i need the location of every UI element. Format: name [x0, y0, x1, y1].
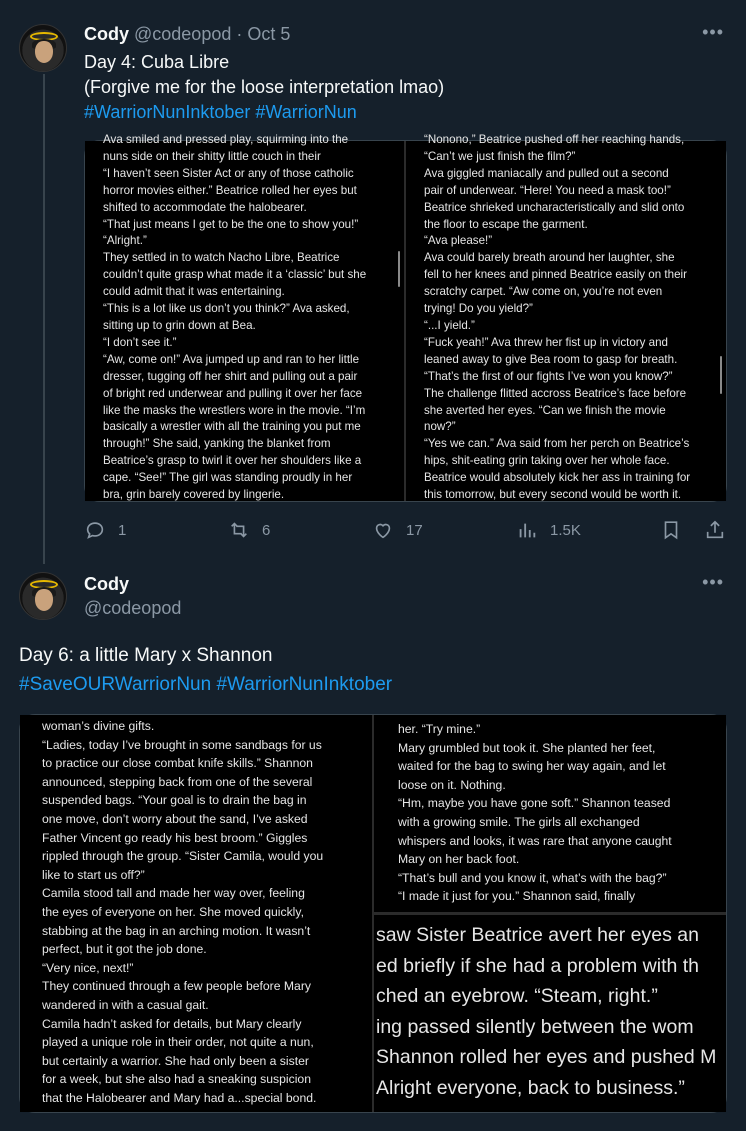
- avatar-face: [35, 589, 53, 611]
- story-line: hips, shit-eating grin taking over her whole face.: [424, 454, 670, 468]
- author-name[interactable]: Cody: [84, 574, 129, 594]
- story-line: “That’s bull and you know it, what’s with the bag?”: [398, 870, 667, 885]
- like-icon: [372, 519, 394, 541]
- view-count: 1.5K: [550, 521, 581, 539]
- story-line: whispers and looks, it was rare that anyone caught: [398, 833, 672, 848]
- retweet-button[interactable]: [228, 519, 270, 541]
- author-handle[interactable]: @codeopod: [134, 24, 232, 44]
- story-line: cape. “See!” The girl was standing proudly in her: [103, 471, 353, 485]
- story-line: like the masks the wrestlers wore in the movie. “I’m: [103, 403, 366, 417]
- bookmark-button[interactable]: [660, 519, 682, 541]
- tweet2-header: [84, 572, 181, 620]
- story-line: but certainly a warrior. She had only been a sister: [42, 1053, 309, 1068]
- reply-icon: [84, 519, 106, 541]
- story-line: shifted to accommodate the halobearer.: [103, 200, 307, 214]
- story-line: now?”: [424, 420, 456, 434]
- story-line: “Hm, maybe you have gone soft.” Shannon teased: [398, 796, 671, 811]
- story-line: with a growing smile. The girls all exchanged: [398, 814, 640, 829]
- tweet-line: (Forgive me for the loose interpretation lmao): [84, 77, 445, 97]
- story-line: “This is a lot like us don’t you think?” Ava asked,: [103, 302, 350, 316]
- story-line: Ava giggled maniacally and pulled out a second: [424, 166, 669, 180]
- tweet2-text: [19, 641, 719, 699]
- story-line: one move, don’t worry about the sand, I’ve asked: [42, 811, 308, 826]
- story-line: could admit that it was entertaining.: [103, 285, 285, 299]
- story-line: the floor to escape the garment.: [424, 217, 588, 231]
- story-line: “Aw, come on!” Ava jumped up and ran to her little: [103, 352, 360, 366]
- story-line: They continued through a few people before Mary: [42, 979, 311, 994]
- story-line: “I haven’t seen Sister Act or any of those catholic: [103, 166, 354, 180]
- avatar[interactable]: [19, 572, 67, 620]
- story-line: ched an eyebrow. “Steam, right.”: [376, 985, 658, 1007]
- story-line: Mary on her back foot.: [398, 852, 520, 867]
- story-line: “Alright.”: [103, 234, 147, 248]
- tweet1-text: [84, 50, 724, 125]
- story-line: “Ava please!”: [424, 234, 493, 248]
- story-line: Camila hadn’t asked for details, but Mary clearly: [42, 1016, 302, 1031]
- story-line: Camila stood tall and made her way over, feeling: [42, 886, 305, 901]
- story-line: “Ladies, today I’ve brought in some sandbags for us: [42, 737, 322, 752]
- story-line: “Very nice, next!”: [42, 960, 134, 975]
- tweet1-actions: [84, 516, 728, 544]
- story-text: [103, 132, 386, 504]
- story-line: couldn’t quite grasp what made it a ‘classic’ but she: [103, 268, 367, 282]
- story-line: “That just means I get to be the one to show you!”: [103, 217, 359, 231]
- story-line: of bright red underwear and pulling it over her face: [103, 386, 363, 400]
- avatar[interactable]: [19, 24, 67, 72]
- story-line: “Can’t we just finish the film?”: [424, 149, 576, 163]
- story-line: stabbing at the bag in an arching motion. It wasn’t: [42, 923, 311, 938]
- story-line: like to start us off?”: [42, 867, 145, 882]
- scrollbar[interactable]: [398, 251, 400, 287]
- story-line: through!” She said, yanking the blanket from: [103, 437, 331, 451]
- story-line: “I don’t see it.”: [103, 335, 177, 349]
- thread-connector-line: [43, 74, 45, 564]
- story-line: played a unique role in their order, not quite a nun,: [42, 1035, 314, 1050]
- story-line: Ava could barely breath around her laughter, she: [424, 251, 675, 265]
- story-line: wandered in with a casual gait.: [42, 997, 209, 1012]
- story-line: for a week, but she also had a sneaking suspicion: [42, 1072, 311, 1087]
- story-line: leaned away to give Bea room to gasp for breath.: [424, 352, 678, 366]
- story-line: horror movies either.” Beatrice rolled her eyes but: [103, 183, 357, 197]
- retweet-icon: [228, 519, 250, 541]
- story-line: “Nonono,” Beatrice pushed off her reaching hands,: [424, 133, 685, 146]
- hashtags: [84, 100, 724, 125]
- story-line: “...I yield.”: [424, 318, 475, 332]
- scrollbar[interactable]: [720, 356, 722, 394]
- story-line: “Yes we can.” Ava said from her perch on Beatrice’s: [424, 437, 690, 451]
- story-line: Shannon rolled her eyes and pushed M: [376, 1046, 717, 1068]
- story-line: “I made it just for you.” Shannon said, finally: [398, 889, 636, 904]
- story-line: bra, grin barely covered by lingerie.: [103, 488, 285, 502]
- tweet1-media[interactable]: [84, 133, 727, 502]
- story-line: “Fuck yeah!” Ava threw her fist up in victory and: [424, 335, 669, 349]
- story-line: ing passed silently between the wom: [376, 1015, 694, 1038]
- story-line: fell to her knees and pinned Beatrice easily on their: [424, 268, 687, 282]
- media-panel-right-top: [374, 715, 726, 912]
- share-icon: [704, 519, 726, 541]
- story-line: Alright everyone, back to business.”: [376, 1076, 685, 1099]
- story-line: that the Halobearer and Mary had a...special bond.: [42, 1090, 317, 1105]
- share-button[interactable]: [704, 519, 726, 541]
- story-line: she averted her eyes. “Can we finish the movie: [424, 403, 666, 417]
- story-line: “That’s the first of our fights I’ve won you know?”: [424, 369, 673, 383]
- story-line: sitting up to grin down at Bea.: [103, 318, 256, 332]
- story-line: saw Sister Beatrice avert her eyes an: [376, 924, 699, 946]
- views-icon: [516, 519, 538, 541]
- tweet2-media[interactable]: [19, 714, 727, 1113]
- story-line: the eyes of everyone on her. She moved quickly,: [42, 904, 304, 919]
- author-handle[interactable]: @codeopod: [84, 598, 182, 618]
- story-line: Ava smiled and pressed play, squirming into the: [103, 133, 349, 146]
- retweet-count: 6: [262, 521, 271, 539]
- media-panel-left: [20, 715, 372, 1112]
- media-right-column: [374, 715, 726, 1112]
- like-count: 17: [406, 521, 423, 539]
- story-line: rippled through the group. “Sister Camila, would you: [42, 849, 324, 864]
- more-icon[interactable]: •••: [702, 22, 724, 42]
- tweet-line: Day 6: a little Mary x Shannon: [19, 645, 273, 666]
- story-line: Mary grumbled but took it. She planted her feet,: [398, 740, 656, 755]
- reply-button[interactable]: [84, 519, 126, 541]
- author-name[interactable]: Cody: [84, 24, 129, 44]
- story-line: dresser, tugging off her shirt and pulling out a pair: [103, 369, 358, 383]
- hashtags: [19, 670, 719, 699]
- story-line: announced, stepping back from one of the several: [42, 774, 313, 789]
- story-line: The challenge flitted accross Beatrice’s face before: [424, 386, 687, 400]
- reply-count: 1: [118, 521, 127, 539]
- story-line: waited for the bag to swing her way again, and let: [398, 759, 666, 774]
- story-line: loose on it. Nothing.: [398, 777, 506, 792]
- like-button[interactable]: [372, 519, 423, 541]
- story-line: pair of underwear. “Here! You need a mask too!”: [424, 183, 671, 197]
- hashtag-link[interactable]: #WarriorNunInktober: [216, 674, 393, 695]
- media-panel-right: [406, 133, 726, 502]
- story-line: her. “Try mine.”: [398, 722, 481, 736]
- story-line: ed briefly if she had a problem with th: [376, 954, 700, 977]
- media-panel-left: [85, 133, 404, 502]
- story-line: nuns side on their shitty little couch in their: [103, 149, 321, 163]
- story-text: [42, 717, 350, 1107]
- story-line: perfect, but it got the job done.: [42, 942, 207, 957]
- views-button[interactable]: [516, 519, 581, 541]
- story-line: scratchy carpet. “Aw come on, you’re not even: [424, 285, 663, 299]
- story-line: trying! Do you yield?”: [424, 302, 533, 316]
- story-line: suspended bags. “Your goal is to drain the bag in: [42, 793, 307, 808]
- media-panel-right-bottom: [374, 915, 726, 1112]
- story-line: They settled in to watch Nacho Libre, Beatrice: [103, 251, 340, 265]
- tweet-line: Day 4: Cuba Libre: [84, 52, 230, 72]
- hashtag-link[interactable]: #SaveOURWarriorNun: [19, 674, 212, 695]
- story-line: Father Vincent go ready his best broom.” Giggles: [42, 830, 308, 845]
- story-line: Beatrice’s grasp to twirl it over her shoulders like a: [103, 454, 362, 468]
- story-text: [376, 920, 726, 1103]
- bookmark-icon: [660, 519, 682, 541]
- story-text: [424, 132, 708, 504]
- story-line: to practice our close combat knife skills.” Shannon: [42, 756, 313, 771]
- hashtag-link[interactable]: #WarriorNunInktober: [84, 102, 251, 122]
- story-line: Beatrice shrieked uncharacteristically and slid onto: [424, 200, 685, 214]
- tweet-date[interactable]: Oct 5: [247, 24, 291, 44]
- tweet1-header: [84, 24, 290, 45]
- avatar-face: [35, 41, 53, 63]
- story-line: this tomorrow, but every second would be worth it.: [424, 488, 682, 502]
- separator: ·: [236, 24, 243, 44]
- hashtag-link[interactable]: #WarriorNun: [255, 102, 357, 122]
- story-line: basically a wrestler with all the training you put me: [103, 420, 361, 434]
- story-line: Beatrice would absolutely kick her ass in training for: [424, 471, 691, 485]
- more-icon[interactable]: •••: [702, 572, 724, 592]
- story-line: woman’s divine gifts.: [42, 719, 155, 733]
- story-text: [398, 720, 702, 906]
